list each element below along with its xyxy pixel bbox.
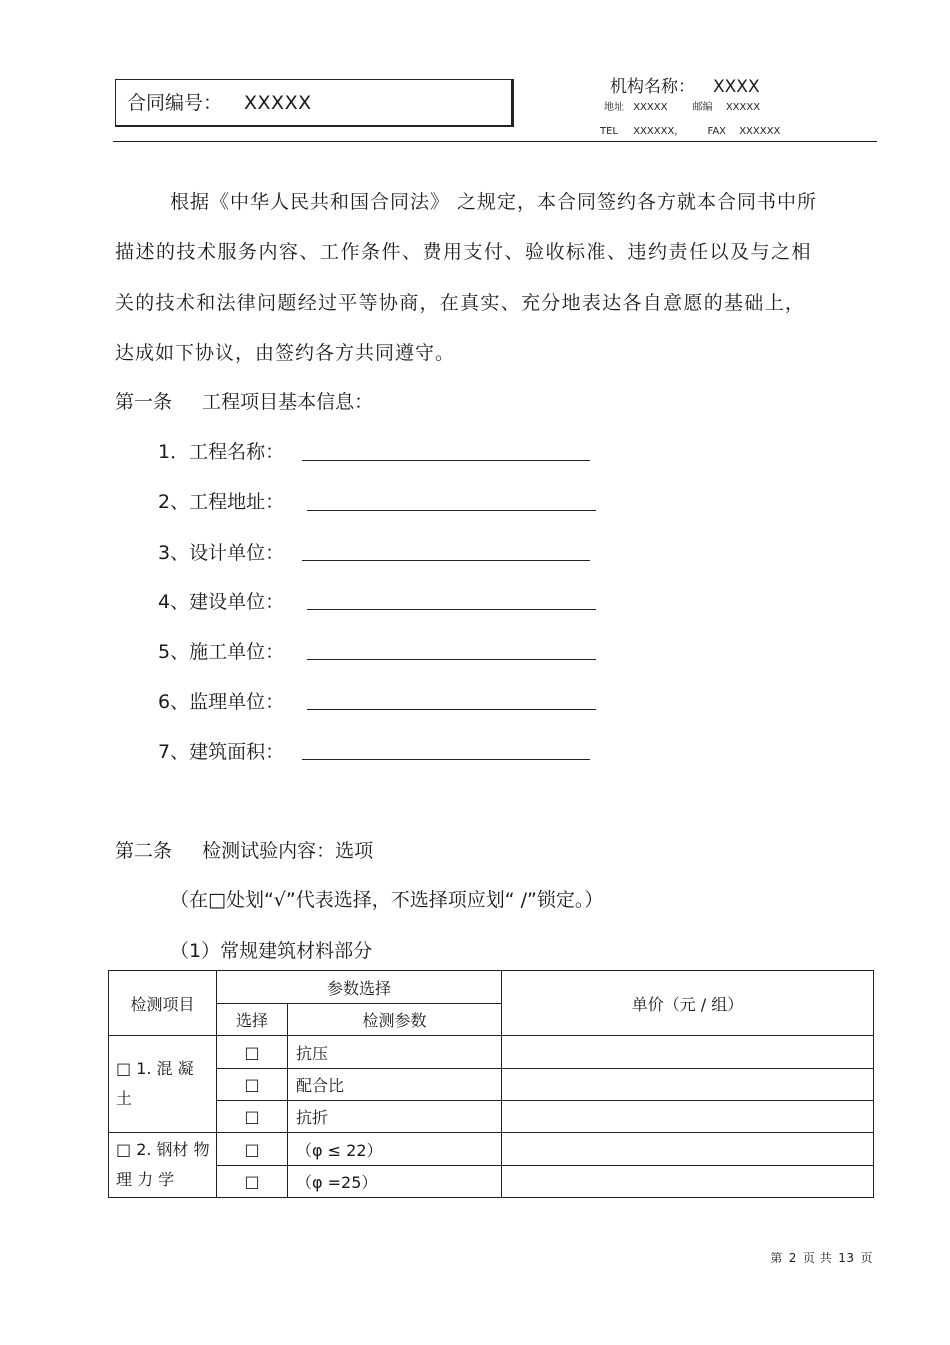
- intro-line-4: 达成如下协议，由签约各方共同遵守。: [115, 342, 456, 364]
- param-name: 抗折: [288, 1101, 502, 1133]
- field-building-area: 7、建筑面积：: [158, 741, 285, 763]
- postcode-value: XXXXX: [725, 102, 761, 113]
- param-name: 抗压: [288, 1036, 502, 1069]
- address-label: 地址: [604, 102, 624, 113]
- table-row: [109, 1069, 874, 1101]
- field-supervisor-blank[interactable]: [307, 709, 596, 710]
- intro-line-1: 根据《中华人民共和国合同法》 之规定，本合同签约各方就本合同书中所: [170, 191, 818, 213]
- field-design-unit-blank[interactable]: [302, 560, 590, 561]
- fax-label: FAX: [707, 126, 727, 137]
- article-2-heading: [115, 836, 373, 863]
- header-param-select: 参数选择: [217, 971, 502, 1004]
- field-project-address-blank[interactable]: [307, 510, 596, 511]
- page-number: [767, 1249, 876, 1266]
- field-construction-owner: 4、建设单位：: [158, 591, 285, 613]
- fax-value: XXXXXX: [739, 126, 781, 137]
- page-mid: 页 共: [802, 1251, 833, 1265]
- param-name: 配合比: [288, 1069, 502, 1101]
- intro-line-3: 关的技术和法律问题经过平等协商，在真实、充分地表达各自意愿的基础上，: [115, 292, 806, 314]
- price-cell[interactable]: [502, 1101, 874, 1133]
- page-total: 13: [838, 1251, 855, 1265]
- address-value: XXXXX: [633, 102, 668, 113]
- page-current: 2: [788, 1251, 797, 1265]
- item-concrete[interactable]: □ 1. 混 凝 土: [109, 1036, 217, 1133]
- org-address-line: [604, 98, 760, 113]
- select-checkbox[interactable]: □: [217, 1133, 288, 1166]
- test-items-table: [108, 970, 874, 1198]
- field-contractor-blank[interactable]: [307, 659, 596, 660]
- field-project-address: 2、工程地址：: [158, 491, 285, 513]
- field-contractor: 5、施工单位：: [158, 641, 285, 663]
- org-name: [610, 72, 760, 97]
- price-cell[interactable]: [502, 1036, 874, 1069]
- article-1-title: 第一条: [115, 391, 173, 413]
- page-suffix: 页: [860, 1251, 873, 1265]
- contract-number-value: XXXXX: [244, 92, 312, 114]
- table-row: [109, 1036, 874, 1069]
- contract-number-label: 合同编号：: [127, 92, 223, 114]
- param-name: （φ ≤ 22）: [288, 1133, 502, 1166]
- org-name-label: 机构名称：: [610, 77, 695, 97]
- field-building-area-blank[interactable]: [302, 759, 590, 760]
- field-project-name: 1．工程名称：: [158, 441, 285, 463]
- price-cell[interactable]: [502, 1166, 874, 1198]
- price-cell[interactable]: [502, 1133, 874, 1166]
- field-supervisor: 6、监理单位：: [158, 691, 285, 713]
- article-1-text: 工程项目基本信息：: [202, 391, 374, 413]
- selection-note: （在□处划“√”代表选择，不选择项应划“ /”锁定。）: [170, 889, 604, 911]
- section-heading: （1）常规建筑材料部分: [170, 940, 373, 962]
- field-project-name-blank[interactable]: [302, 460, 590, 461]
- table-row: [109, 1166, 874, 1198]
- article-2-text: 检测试验内容：选项: [202, 840, 374, 862]
- header-divider: [113, 141, 877, 142]
- table-row: [109, 1133, 874, 1166]
- article-1-heading: [115, 387, 373, 414]
- postcode-label: 邮编: [692, 102, 713, 113]
- page-prefix: 第: [770, 1251, 783, 1265]
- intro-line-2: 描述的技术服务内容、工作条件、费用支付、验收标准、违约责任以及与之相: [115, 241, 813, 263]
- org-contact-line: [600, 122, 780, 137]
- table-row: [109, 1101, 874, 1133]
- select-checkbox[interactable]: □: [217, 1036, 288, 1069]
- header-select: 选择: [217, 1004, 288, 1036]
- header-param: 检测参数: [288, 1004, 502, 1036]
- field-design-unit: 3、设计单位：: [158, 542, 285, 564]
- contract-number: [127, 88, 312, 115]
- header-project: 检测项目: [109, 971, 217, 1036]
- select-checkbox[interactable]: □: [217, 1166, 288, 1198]
- table-header-row: [109, 971, 874, 1004]
- param-name: （φ =25）: [288, 1166, 502, 1198]
- tel-label: TEL: [600, 126, 618, 137]
- org-name-value: XXXX: [713, 77, 760, 97]
- article-2-title: 第二条: [115, 840, 173, 862]
- select-checkbox[interactable]: □: [217, 1101, 288, 1133]
- tel-value: XXXXXX，: [633, 126, 685, 137]
- field-construction-owner-blank[interactable]: [307, 609, 596, 610]
- item-steel[interactable]: □ 2. 钢材 物 理 力 学: [109, 1133, 217, 1198]
- price-cell[interactable]: [502, 1069, 874, 1101]
- select-checkbox[interactable]: □: [217, 1069, 288, 1101]
- header-price: 单价（元 / 组）: [502, 971, 874, 1036]
